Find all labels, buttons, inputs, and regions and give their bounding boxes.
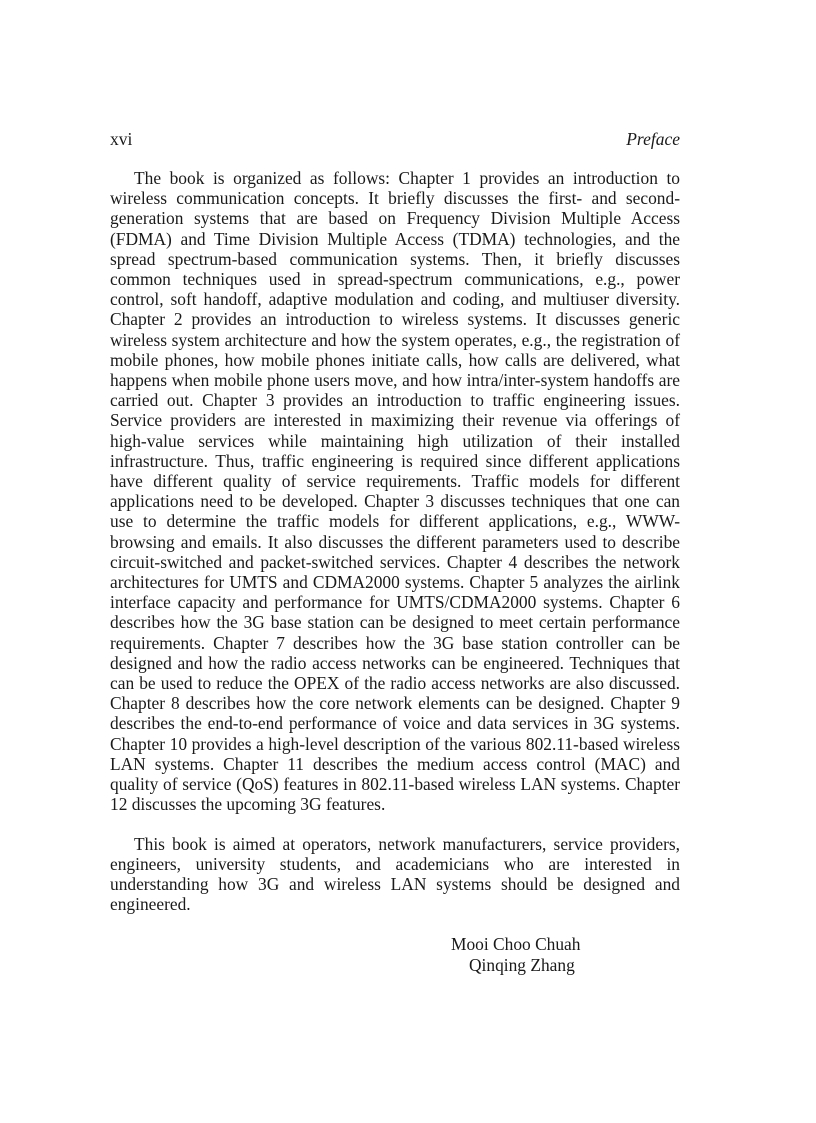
signature-block (451, 934, 680, 975)
running-head (110, 128, 680, 150)
section-title: Preface (626, 129, 680, 149)
book-page (110, 128, 680, 975)
author-name: Mooi Choo Chuah (451, 934, 581, 955)
author-name: Qinqing Zhang (469, 954, 575, 975)
page-number: xvi (110, 129, 133, 149)
paragraph-organization: The book is organized as follows: Chapter 1 provides an introduction to wireless communication concepts. It briefly discusses the first- and second-generation systems that are based on Frequency Division Multiple Access (FDMA) and Time Division Multiple Access (TDMA) technologies, and the spread spectrum-based communication systems. Then, it briefly discusses common techniques used in spread-spectrum communications, e.g., power control, soft handoff, adaptive modulation and coding, and multiuser diversity. Chapter 2 provides an introduction to wireless systems. It discusses generic wireless system architecture and how the system operates, e.g., the registration of mobile phones, how mobile phones initiate calls, how calls are delivered, what happens when mobile phone users move, and how intra/inter-system handoffs are carried out. Chapter 3 provides an introduction to traffic engineering issues. Service providers are interested in maximizing their revenue via offerings of high-value services while maintaining high utilization of their installed infrastructure. Thus, traffic engineering is required since different applications have different quality of service requirements. Traffic models for different applications need to be developed. Chapter 3 discusses techniques that one can use to determine the traffic models for different applications, e.g., WWW-browsing and emails. It also discusses the different parameters used to describe circuit-switched and packet-switched services. Chapter 4 describes the network architectures for UMTS and CDMA2000 systems. Chapter 5 analyzes the airlink interface capacity and performance for UMTS/CDMA2000 systems. Chapter 6 describes how the 3G base station can be designed to meet certain performance requirements. Chapter 7 describes how the 3G base station controller can be designed and how the radio access networks can be engineered. Techniques that can be used to reduce the OPEX of the radio access networks are also discussed. Chapter 8 describes how the core network elements can be designed. Chapter 9 describes the end-to-end performance of voice and data services in 3G systems. Chapter 10 provides a high-level description of the various 802.11-based wireless LAN systems. Chapter 11 describes the medium access control (MAC) and quality of service (QoS) features in 802.11-based wireless LAN systems. Chapter 12 discusses the upcoming 3G features. (110, 168, 680, 815)
paragraph-audience: This book is aimed at operators, network manufacturers, service providers, engineers, university students, and academicians who are interested in understanding how 3G and wireless LAN systems should be designed and engineered. (110, 833, 680, 915)
